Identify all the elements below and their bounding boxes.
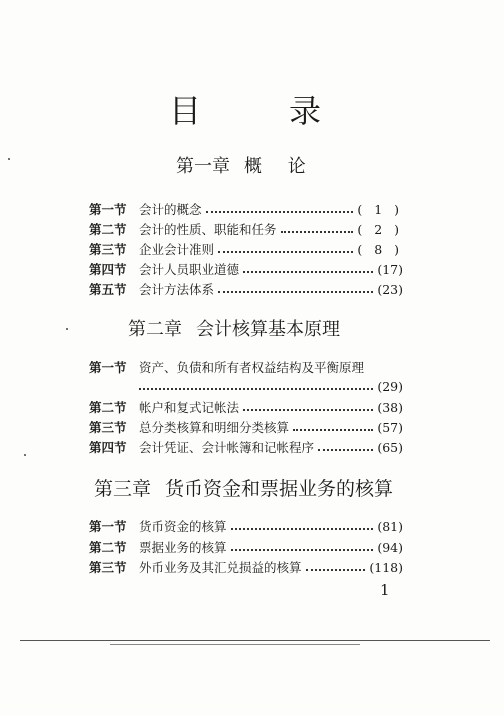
section-title: 票据业务的核算 [139,540,227,555]
section-title: 会计方法体系 [139,282,215,297]
toc-entry[interactable] [89,200,403,218]
chapter-name: 会计核算基本原理 [196,319,340,340]
section-number: 第五节 [89,282,127,297]
section-title: 外币业务及其汇兑损益的核算 [139,560,302,575]
section-title: 总分类核算和明细分类核算 [139,420,290,435]
toc-entry[interactable] [89,240,403,258]
scan-speck [8,158,10,160]
section-number: 第三节 [89,420,127,435]
section-title: 会计人员职业道德 [139,262,240,277]
dot-leader [306,569,366,571]
section-title: 会计的概念 [139,202,202,217]
page-title: 目 录 [168,92,349,130]
dot-leader [318,449,373,451]
section-page: ( 8 ) [357,241,403,257]
section-page: (94) [377,539,403,555]
section-page: (23) [377,281,403,297]
dot-leader [243,409,373,411]
chapter-number: 第二章 [128,319,182,340]
section-page: (57) [377,419,403,435]
toc-entry[interactable] [89,220,403,238]
chapter-number: 第三章 [94,478,152,500]
toc-entry[interactable] [89,418,403,436]
section-page: (65) [377,439,403,455]
section-page: (29) [377,378,403,394]
dot-leader [281,231,354,233]
section-page: ( 2 ) [357,221,403,237]
toc-entry[interactable] [89,517,403,535]
section-title: 货币资金的核算 [139,519,227,534]
section-title: 资产、负债和所有者权益结构及平衡原理 [139,360,365,375]
section-number: 第三节 [89,242,127,257]
dot-leader [218,251,353,253]
toc-entry[interactable] [89,280,403,298]
toc-entry[interactable] [89,538,403,556]
toc-entry[interactable] [89,358,403,376]
section-title: 企业会计准则 [139,242,215,257]
section-number: 第二节 [89,400,127,415]
toc-entry[interactable] [89,260,403,278]
section-number: 第三节 [89,560,127,575]
dot-leader [243,271,373,273]
toc-entry[interactable] [89,398,403,416]
section-page: (17) [377,261,403,277]
chapter-3-heading [94,474,393,501]
section-number: 第一节 [89,202,127,217]
toc-entry[interactable] [89,558,403,576]
section-number: 第一节 [89,519,127,534]
chapter-name: 概 论 [244,156,316,177]
chapter-2-heading [128,315,340,341]
section-title: 会计的性质、职能和任务 [139,222,277,237]
section-number: 第四节 [89,262,127,277]
footer-rule [20,640,490,641]
section-title: 帐户和复式记帐法 [139,400,240,415]
section-page: (38) [377,399,403,415]
section-number: 第四节 [89,440,127,455]
dot-leader [218,291,373,293]
toc-entry[interactable] [89,438,403,456]
chapter-name: 货币资金和票据业务的核算 [165,478,394,500]
dot-leader [293,429,373,431]
scan-speck [24,454,26,456]
page-number: 1 [380,581,390,599]
dot-leader [231,549,373,551]
chapter-number: 第一章 [176,156,230,177]
section-page: ( 1 ) [357,201,403,217]
dot-leader [206,211,354,213]
footer-rule-secondary [110,644,360,645]
dot-leader [139,388,373,390]
section-title: 会计凭证、会计帐簿和记帐程序 [139,440,315,455]
chapter-1-heading [176,152,316,178]
section-page: (118) [369,559,403,575]
section-number: 第一节 [89,360,127,375]
scan-speck [66,328,68,330]
dot-leader [231,528,373,530]
section-number: 第二节 [89,222,127,237]
toc-entry-continuation[interactable] [139,377,403,395]
section-page: (81) [377,518,403,534]
section-number: 第二节 [89,540,127,555]
